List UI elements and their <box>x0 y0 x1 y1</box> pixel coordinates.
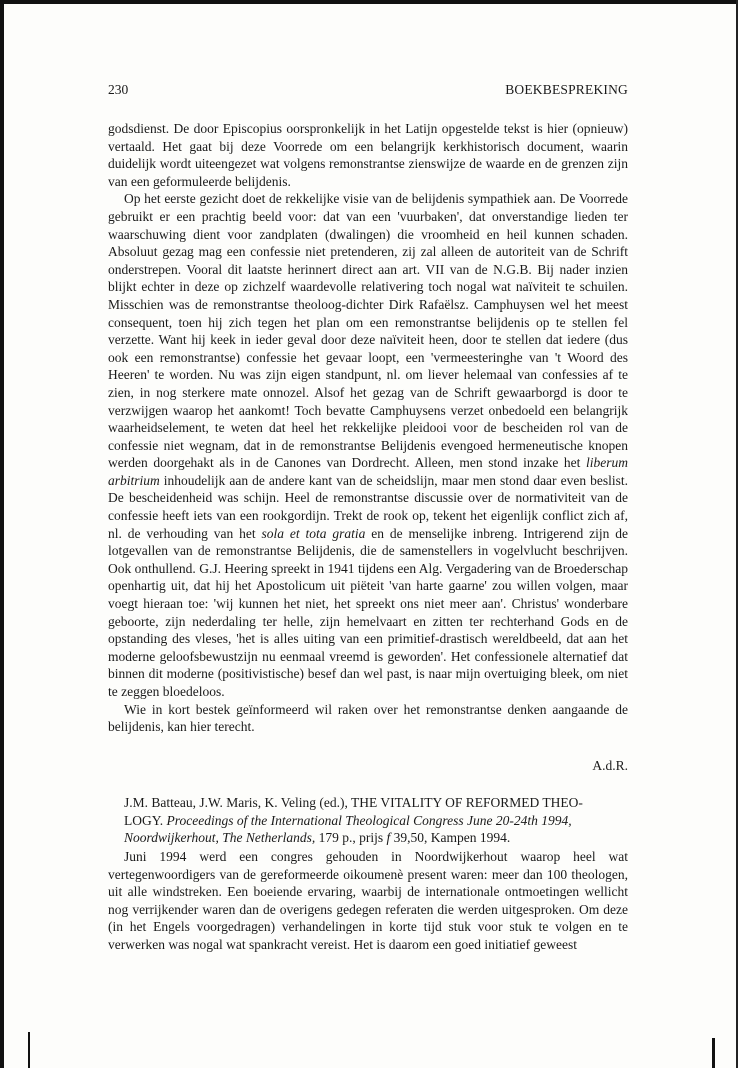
review-2-body <box>108 848 628 954</box>
running-head: BOEKBESPREKING <box>505 82 628 97</box>
paragraph-2-part-a: Op het eerste gezicht doet de rekkelijke visie van de belijdenis sympathiek aan. De Voorrede gebruikt er een prachtig beeld voor: dat van een 'vuurbaken', dat onverstandige lieden ter waarschuwing dient voor zandplaten (dwalingen) die vroomheid en heil kunnen schaden. Absoluut gezag mag een confessie niet pretenderen, zij zal alleen de autoriteit van de Schrift onderstrepen. Vooral dit laatste herinnert direct aan art. VII van de N.G.B. Bij nader inzien blijkt echter in deze op zichzelf waardevolle relativering toch nogal wat naïviteit te schuilen. Misschien was de remonstrantse theoloog-dichter Dirk Rafaëlsz. Camphuysen wel het meest consequent, toen hij zich tegen het plan om een remonstrantse belijdenis op te stellen fel verzette. Want hij keek in ieder geval door deze naïviteit heen, door te stellen dat iedere (dus ook een remonstrantse) confessie het gevaar loopt, een 'vermeesteringhe van 't Woord des Heeren' te worden. Nu was zijn eigen standpunt, nl. om liever helemaal van confessies af te zien, in nog sterkere mate onnozel. Alsof het gezag van de Schrift gewaarborgd is door te verzwijgen waarop het aankomt! Toch bevatte Camphuysens verzet onbedoeld een belangrijk waarheidselement, te weten dat heel het rekkelijke pleidooi voor de bescheiden rol van de confessie niet wegnam, dat in de remonstrantse Belijdenis evengoed hermeneutische knopen werden doorgehakt als in de Canones van Dordrecht. Alleen, men stond inzake het <box>108 191 628 471</box>
reference-title-end: LOGY. <box>124 812 167 828</box>
paragraph-3: Wie in kort bestek geïnformeerd wil raken over het remonstrantse denken aangaande de belijdenis, kan hier terecht. <box>108 701 628 735</box>
review-2-paragraph-1: Juni 1994 werd een congres gehouden in Noordwijkerhout waarop heel wat vertegenwoordigers van de gereformeerde oikoumenè present waren: meer dan 100 theologen, uit alle windstreken. Een boeiende ervaring, waarbij de internationale ontmoetingen wellicht nog verrijkender waren dan de overigens gedegen referaten die werden uitgesproken. Om deze (in het Engels voorgedragen) verhandelingen in korte tijd stuk voor stuk te volgen en te verwerken was nogal wat spankracht vereist. Het is daarom een goed initiatief geweest <box>108 849 628 952</box>
paragraph-2-part-c: en de menselijke inbreng. Intrigerend zijn de lotgevallen van de remonstrantse Belijdenis, die de samenstellers in vogelvlucht beschrijven. Ook onthullend. G.J. Heering spreekt in 1941 tijdens een Alg. Vergadering van de Broederschap openhartig uit, dat hij het Apostolicum uit piëteit 'van harte gaarne' zou willen volgen, maar voegt hieraan toe: 'wij kunnen het niet, het spreekt ons niet meer aan'. Christus' wonderbare geboorte, zijn nederdaling ter helle, zijn hemelvaart en zitten ter rechterhand Gods en de opstanding des vleses, 'het is alles uiting van een primitief-drastisch wereldbeeld, dat aan het moderne geloofsbewustzijn nu eenmaal vreemd is geworden'. Het confessionele alternatief dat binnen dit moderne (positivistische) besef dan wel past, is naar mijn overtuiging bleek, om niet te zeggen bloedeloos. <box>108 525 628 699</box>
reference-line-2 <box>108 812 628 830</box>
scan-border-left <box>0 0 4 1068</box>
page-number: 230 <box>108 82 129 97</box>
scan-mark-bottom-left <box>28 1032 30 1068</box>
reference-line-3 <box>108 829 628 847</box>
paragraph-2-part-b: inhoudelijk aan de andere kant van de scheidslijn, maar men stond daar even beslist. De bescheidenheid was schijn. Heel de remonstrantse discussie over de normativiteit van de confessie heeft iets van een rookgordijn. Trekt de rook op, tekent het eigenlijk conflict zich af, nl. de verhouding van het <box>108 472 628 541</box>
reference-price-publisher: 39,50, Kampen 1994. <box>390 830 511 846</box>
scan-mark-bottom-right <box>712 1038 715 1068</box>
reference-pages-price: 179 p., prijs <box>315 830 387 846</box>
italic-liberum-arbitrium: liberum arbitrium <box>108 455 628 488</box>
scan-border-top <box>0 0 738 4</box>
page-header <box>108 82 628 100</box>
reference-line-1: J.M. Batteau, J.W. Maris, K. Veling (ed.), THE VITALITY OF REFORMED THEO- <box>124 795 583 810</box>
reference-subtitle: Proceedings of the International Theological Congress June 20-24th 1994, <box>166 812 572 828</box>
italic-sola-et-tota-gratia: sola et tota gratia <box>261 525 366 541</box>
review-1-body <box>108 120 628 736</box>
review-2-reference <box>108 794 628 847</box>
reference-currency: f <box>386 830 391 846</box>
paragraph-1: godsdienst. De door Episcopius oorspronkelijk in het Latijn opgestelde tekst is hier (opnieuw) vertaald. Het gaat bij deze Voorrede om een belangrijk kerkhistorisch document, waarin duidelijk wordt uiteengezet wat volgens remonstrantse zienswijze de waarde en de grenzen zijn van een geformuleerde belijdenis. <box>108 121 628 189</box>
paragraph-2 <box>108 190 628 700</box>
reference-place: Noordwijkerhout, The Netherlands, <box>124 830 316 846</box>
reviewer-initials: A.d.R. <box>592 758 628 773</box>
